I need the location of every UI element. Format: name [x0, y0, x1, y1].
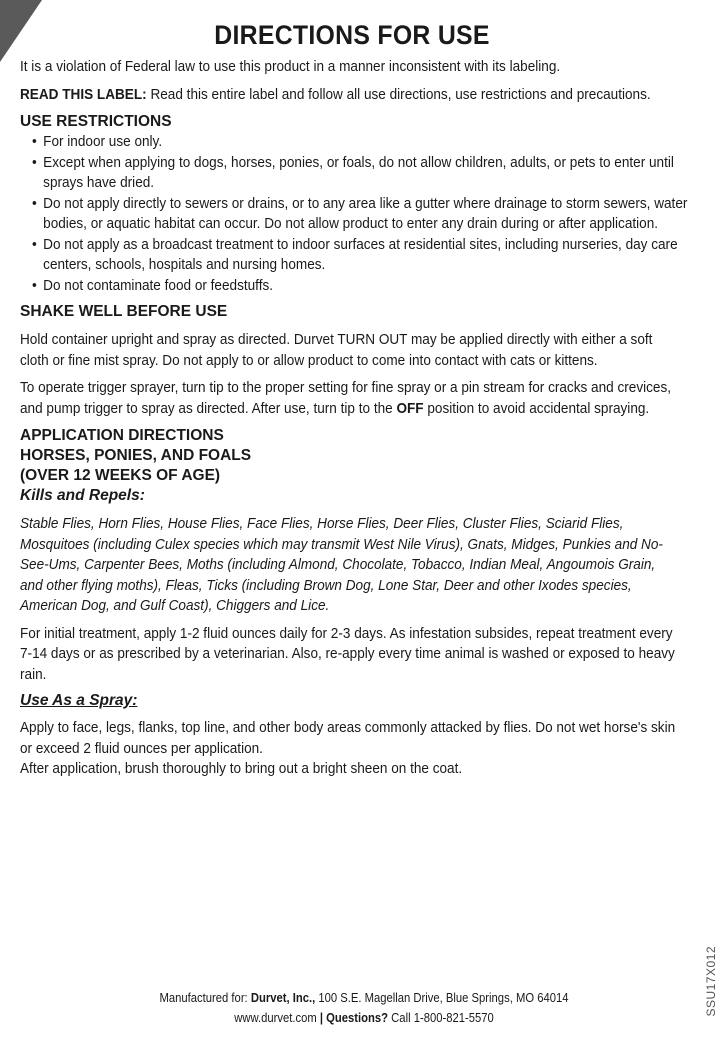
use-as-spray-heading [20, 692, 684, 710]
trigger-sprayer-paragraph [20, 378, 681, 419]
list-item: • For indoor use only. [32, 132, 692, 153]
questions-label: Questions? [326, 1011, 389, 1025]
federal-law-notice: It is a violation of Federal law to use this product in a manner inconsistent with its labeling. [20, 59, 561, 75]
shake-heading: SHAKE WELL BEFORE USE [20, 303, 228, 320]
manufacturer-line [36, 988, 691, 1008]
phone-number: Call 1-800-821-5570 [388, 1011, 494, 1025]
separator: | [316, 1011, 327, 1025]
website-link[interactable]: www.durvet.com [234, 1011, 317, 1025]
label-code: SSU17X012 [704, 946, 718, 1017]
brush-instructions: After application, brush thoroughly to bring out a bright sheen on the coat. [20, 761, 463, 777]
off-label: OFF [396, 400, 424, 417]
read-label-paragraph [20, 85, 681, 106]
company-name: Durvet, Inc., [250, 991, 316, 1005]
hold-container-paragraph: Hold container upright and spray as directed. Durvet TURN OUT may be applied directly with either a soft cloth or fine mist spray. Do not apply to or allow product to come into contact with cats or kittens. [20, 332, 653, 369]
company-address: 100 S.E. Magellan Drive, Blue Springs, MO 64014 [315, 991, 569, 1005]
list-item: • Except when applying to dogs, horses, ponies, or foals, do not allow children, adults, or pets to enter until sprays have dried. [32, 153, 692, 194]
manufacturer-footer [0, 988, 728, 1028]
age-heading: (OVER 12 WEEKS OF AGE) [20, 467, 221, 484]
initial-treatment-paragraph: For initial treatment, apply 1-2 fluid ounces daily for 2-3 days. As infestation subsides, repeat treatment every 7-14 days or as prescribed by a veterinarian. Also, re-apply every time animal is washed or exposed to heavy rain. [20, 625, 675, 683]
use-restrictions-list [20, 132, 688, 296]
pests-list: Stable Flies, Horn Flies, House Flies, Face Flies, Horse Flies, Deer Flies, Cluster Flies, Sciarid Flies, Mosquitoes (including Culex species which may transmit West Nile Virus), Gnats, Midges, Punkies and No-See-Ums, Carpenter Bees, Moths (including Almond, Chocolate, Tobacco, Indian Meal, Angoumois Grain, and other flying moths), Fleas, Ticks (including Brown Dog, Lone Star, Deer and other Ixodes species, American Dog, and Gulf Coast), Chiggers and Lice. [20, 516, 663, 614]
contact-line [36, 1008, 691, 1028]
kills-repels-heading: Kills and Repels: [20, 487, 145, 504]
page-title: DIRECTIONS FOR USE [214, 20, 490, 50]
directions-panel [20, 20, 688, 780]
list-item: • Do not apply as a broadcast treatment to indoor surfaces at residential sites, including nurseries, day care centers, schools, hospitals and nursing homes. [32, 235, 692, 276]
list-item: • Do not contaminate food or feedstuffs. [32, 276, 692, 297]
horses-heading: HORSES, PONIES, AND FOALS [20, 447, 252, 464]
read-label-heading: READ THIS LABEL: [20, 86, 147, 103]
trigger-text-b: position to avoid accidental spraying. [423, 400, 650, 417]
application-directions-heading: APPLICATION DIRECTIONS [20, 427, 224, 444]
trigger-text-a: To operate trigger sprayer, turn tip to the proper setting for fine spray or a pin stream for cracks and crevices, and pump trigger to spray as directed. After use, turn tip to the [20, 380, 672, 417]
spray-instructions: Apply to face, legs, flanks, top line, and other body areas commonly attacked by flies. Do not wet horse's skin or exceed 2 fluid ounces per application. [20, 720, 676, 757]
mfg-label: Manufactured for: [159, 991, 251, 1005]
list-item: • Do not apply directly to sewers or drains, or to any area like a gutter where drainage to storm sewers, water bodies, or aquatic habitat can occur. Do not allow product to enter any drain during or after application. [32, 194, 692, 235]
use-as-spray-label: Use As a Spray: [20, 692, 138, 709]
use-restrictions-heading: USE RESTRICTIONS [20, 113, 172, 130]
read-label-text: Read this entire label and follow all use directions, use restrictions and precautions. [146, 86, 651, 103]
